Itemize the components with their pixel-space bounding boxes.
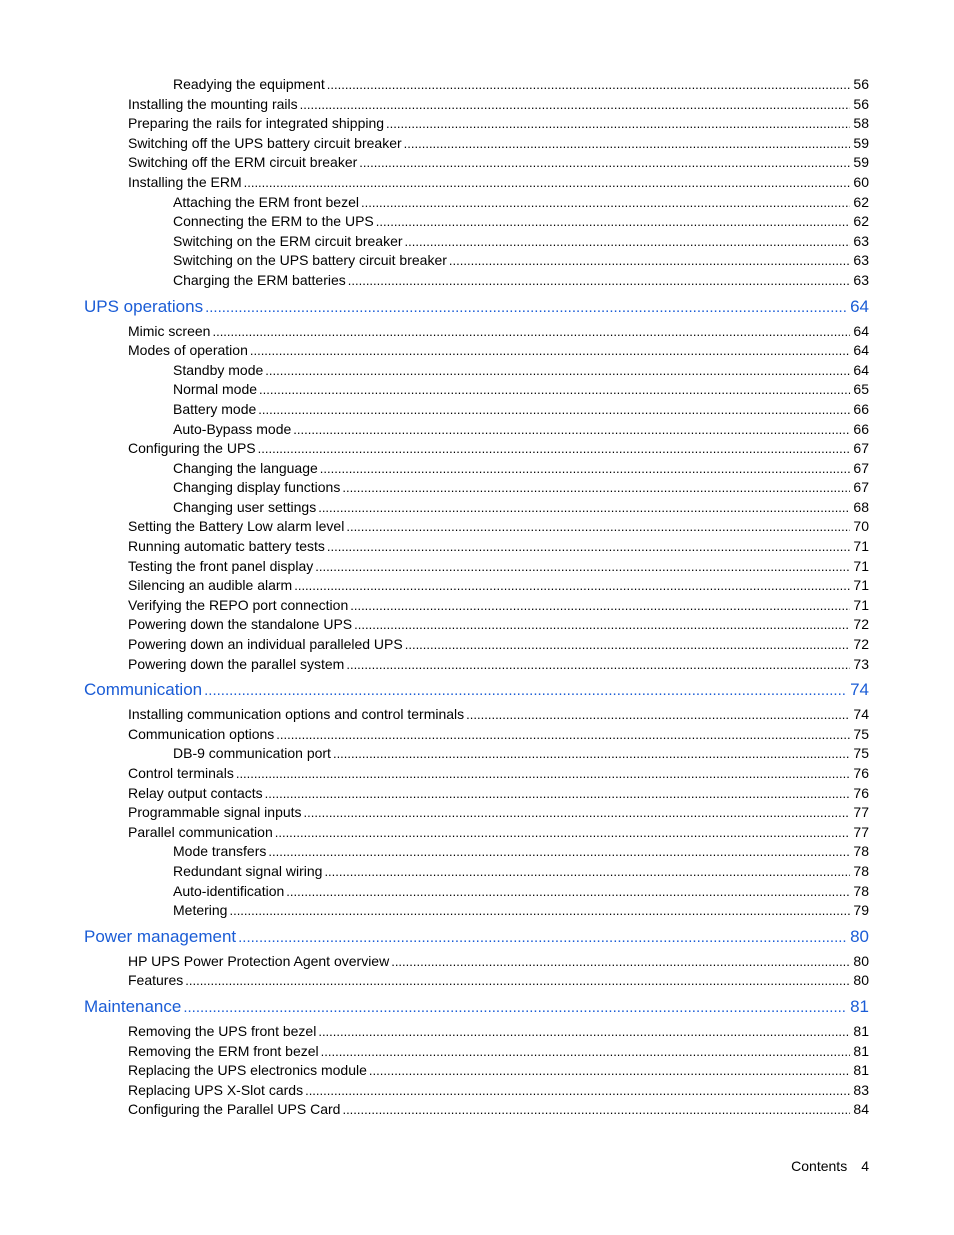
toc-entry-page-number: 72 [853, 616, 869, 633]
dot-leader [286, 882, 850, 902]
toc-entry-title: Changing the language [173, 459, 318, 476]
toc-entry-title: Power management [84, 926, 237, 946]
toc-entry-page-number: 81 [850, 996, 869, 1016]
toc-entry-title: Switching on the UPS battery circuit breaker [173, 252, 447, 269]
toc-entry-page-number: 73 [853, 655, 869, 672]
toc-entry[interactable] [84, 1100, 869, 1120]
toc-entry-title: Preparing the rails for integrated shipping [128, 115, 385, 132]
toc-entry[interactable] [84, 803, 869, 823]
toc-entry-title: Removing the ERM front bezel [128, 1042, 319, 1059]
toc-chapter-entry[interactable] [84, 991, 869, 1022]
toc-entry-title: UPS operations [84, 296, 204, 316]
dot-leader [359, 153, 850, 173]
toc-entry-page-number: 75 [853, 725, 869, 742]
toc-entry-title: Mode transfers [173, 843, 267, 860]
toc-entry[interactable] [84, 615, 869, 635]
toc-entry[interactable] [84, 557, 869, 577]
toc-entry[interactable] [84, 75, 869, 95]
toc-entry-page-number: 56 [853, 95, 869, 112]
toc-entry[interactable] [84, 1022, 869, 1042]
toc-entry-page-number: 63 [853, 252, 869, 269]
toc-entry-title: Charging the ERM batteries [173, 271, 346, 288]
toc-chapter-entry[interactable] [84, 291, 869, 322]
toc-entry-title: Standby mode [173, 361, 264, 378]
toc-entry[interactable] [84, 655, 869, 675]
dot-leader [300, 95, 851, 115]
toc-entry[interactable] [84, 725, 869, 745]
dot-leader [361, 193, 850, 213]
dot-leader [376, 212, 851, 232]
toc-entry-page-number: 80 [853, 972, 869, 989]
toc-entry[interactable] [84, 251, 869, 271]
toc-entry[interactable] [84, 705, 869, 725]
toc-entry-page-number: 84 [853, 1101, 869, 1118]
table-of-contents [84, 75, 869, 1120]
toc-entry[interactable] [84, 134, 869, 154]
dot-leader [276, 725, 850, 745]
dot-leader [320, 459, 851, 479]
toc-entry[interactable] [84, 232, 869, 252]
footer-section-label: Contents [791, 1158, 848, 1174]
toc-entry-page-number: 77 [853, 823, 869, 840]
toc-entry-title: Relay output contacts [128, 784, 263, 801]
dot-leader [229, 901, 850, 921]
toc-entry-title: Removing the UPS front bezel [128, 1022, 317, 1039]
toc-entry-title: Verifying the REPO port connection [128, 596, 349, 613]
dot-leader [205, 292, 847, 323]
toc-entry-title: Testing the front panel display [128, 557, 314, 574]
dot-leader [204, 675, 847, 706]
toc-entry-title: Normal mode [173, 381, 258, 398]
toc-entry-title: Changing user settings [173, 498, 317, 515]
toc-entry-page-number: 75 [853, 745, 869, 762]
toc-entry-title: Replacing UPS X-Slot cards [128, 1081, 304, 1098]
toc-entry-title: Configuring the Parallel UPS Card [128, 1101, 341, 1118]
dot-leader [350, 596, 850, 616]
dot-leader [386, 114, 850, 134]
toc-entry[interactable] [84, 764, 869, 784]
toc-entry-page-number: 80 [853, 952, 869, 969]
dot-leader [304, 803, 851, 823]
toc-entry-title: Metering [173, 902, 228, 919]
toc-entry-title: Features [128, 972, 184, 989]
dot-leader [238, 922, 847, 953]
toc-entry-page-number: 58 [853, 115, 869, 132]
toc-entry[interactable] [84, 478, 869, 498]
dot-leader [275, 823, 851, 843]
toc-entry-title: Switching on the ERM circuit breaker [173, 232, 403, 249]
toc-entry-title: Replacing the UPS electronics module [128, 1062, 367, 1079]
toc-entry-page-number: 65 [853, 381, 869, 398]
toc-entry-title: Mimic screen [128, 322, 211, 339]
dot-leader [250, 341, 851, 361]
toc-entry-title: Auto-Bypass mode [173, 420, 292, 437]
dot-leader [327, 537, 851, 557]
toc-entry-title: Communication options [128, 725, 275, 742]
toc-entry-page-number: 78 [853, 843, 869, 860]
toc-entry-page-number: 76 [853, 784, 869, 801]
toc-entry-page-number: 66 [853, 400, 869, 417]
toc-entry[interactable] [84, 862, 869, 882]
toc-entry-page-number: 62 [853, 213, 869, 230]
toc-entry[interactable] [84, 439, 869, 459]
dot-leader [244, 173, 851, 193]
dot-leader [346, 655, 850, 675]
toc-entry-page-number: 59 [853, 134, 869, 151]
dot-leader [268, 842, 850, 862]
toc-entry-title: Auto-identification [173, 882, 285, 899]
dot-leader [354, 615, 850, 635]
toc-entry-title: Powering down an individual paralleled UPS [128, 636, 403, 653]
toc-entry-page-number: 78 [853, 882, 869, 899]
dot-leader [258, 439, 851, 459]
toc-entry-title: Battery mode [173, 400, 257, 417]
toc-entry[interactable] [84, 1081, 869, 1101]
toc-entry[interactable] [84, 459, 869, 479]
dot-leader [369, 1061, 851, 1081]
toc-entry[interactable] [84, 95, 869, 115]
toc-entry-title: Readying the equipment [173, 76, 325, 92]
toc-entry-page-number: 64 [853, 322, 869, 339]
toc-entry-title: Installing the mounting rails [128, 95, 298, 112]
toc-entry-title: Powering down the standalone UPS [128, 616, 353, 633]
toc-entry[interactable] [84, 361, 869, 381]
toc-entry-page-number: 81 [853, 1042, 869, 1059]
toc-entry[interactable] [84, 1042, 869, 1062]
dot-leader [259, 380, 850, 400]
toc-entry-page-number: 64 [853, 342, 869, 359]
toc-entry[interactable] [84, 842, 869, 862]
toc-entry[interactable] [84, 212, 869, 232]
dot-leader [333, 744, 850, 764]
toc-entry[interactable] [84, 193, 869, 213]
page-footer [791, 1158, 869, 1174]
toc-entry-title: Powering down the parallel system [128, 655, 345, 672]
toc-entry-page-number: 74 [850, 680, 869, 700]
toc-chapter-entry[interactable] [84, 921, 869, 952]
toc-entry-page-number: 71 [853, 596, 869, 613]
dot-leader [265, 784, 851, 804]
toc-entry[interactable] [84, 322, 869, 342]
toc-entry[interactable] [84, 153, 869, 173]
dot-leader [346, 517, 850, 537]
toc-entry-page-number: 66 [853, 420, 869, 437]
toc-entry-page-number: 68 [853, 498, 869, 515]
toc-entry[interactable] [84, 823, 869, 843]
dot-leader [293, 420, 850, 440]
toc-entry-title: Installing the ERM [128, 173, 242, 190]
toc-entry-page-number: 81 [853, 1022, 869, 1039]
toc-entry-page-number: 71 [853, 557, 869, 574]
toc-entry[interactable] [84, 744, 869, 764]
dot-leader [391, 952, 850, 972]
toc-entry-page-number: 71 [853, 577, 869, 594]
toc-entry[interactable] [84, 576, 869, 596]
toc-entry[interactable] [84, 173, 869, 193]
dot-leader [318, 498, 850, 518]
dot-leader [342, 478, 850, 498]
dot-leader [185, 971, 850, 991]
dot-leader [294, 576, 850, 596]
toc-entry-page-number: 76 [853, 765, 869, 781]
dot-leader [258, 400, 850, 420]
dot-leader [466, 705, 850, 725]
toc-entry-page-number: 56 [853, 76, 869, 92]
toc-entry-title: Installing communication options and control terminals [128, 706, 465, 723]
toc-chapter-entry[interactable] [84, 674, 869, 705]
toc-entry-page-number: 59 [853, 154, 869, 171]
dot-leader [321, 1042, 851, 1062]
dot-leader [324, 862, 850, 882]
toc-entry-page-number: 67 [853, 459, 869, 476]
toc-entry-page-number: 74 [853, 706, 869, 723]
toc-entry-page-number: 67 [853, 440, 869, 457]
toc-entry-title: Silencing an audible alarm [128, 577, 293, 594]
toc-entry-title: Maintenance [84, 996, 182, 1016]
toc-entry[interactable] [84, 517, 869, 537]
toc-entry-page-number: 81 [853, 1062, 869, 1079]
toc-entry[interactable] [84, 901, 869, 921]
dot-leader [183, 992, 847, 1023]
toc-entry-page-number: 79 [853, 902, 869, 919]
toc-entry-title: Modes of operation [128, 342, 248, 359]
toc-entry-page-number: 77 [853, 804, 869, 821]
dot-leader [315, 557, 850, 577]
toc-entry-title: Control terminals [128, 765, 234, 781]
toc-entry[interactable] [84, 882, 869, 902]
toc-entry-page-number: 60 [853, 173, 869, 190]
toc-entry-title: Switching off the ERM circuit breaker [128, 154, 358, 171]
toc-entry-page-number: 67 [853, 479, 869, 496]
toc-entry-page-number: 78 [853, 862, 869, 879]
dot-leader [405, 635, 851, 655]
toc-entry-title: Changing display functions [173, 479, 341, 496]
toc-entry-title: DB-9 communication port [173, 745, 331, 762]
toc-entry[interactable] [84, 400, 869, 420]
toc-entry-page-number: 71 [853, 538, 869, 555]
toc-entry-page-number: 72 [853, 636, 869, 653]
toc-entry-title: Parallel communication [128, 823, 273, 840]
dot-leader [236, 764, 851, 784]
toc-entry-title: Redundant signal wiring [173, 862, 323, 879]
toc-entry-title: Attaching the ERM front bezel [173, 193, 359, 210]
toc-entry-page-number: 63 [853, 271, 869, 288]
toc-entry-title: Configuring the UPS [128, 440, 256, 457]
dot-leader [305, 1081, 850, 1101]
toc-entry[interactable] [84, 341, 869, 361]
toc-entry-page-number: 64 [850, 296, 869, 316]
toc-entry[interactable] [84, 420, 869, 440]
toc-entry[interactable] [84, 952, 869, 972]
toc-entry[interactable] [84, 596, 869, 616]
toc-entry-title: Switching off the UPS battery circuit breaker [128, 134, 402, 151]
toc-entry-page-number: 63 [853, 232, 869, 249]
dot-leader [348, 271, 851, 291]
toc-entry-title: Communication [84, 680, 203, 700]
dot-leader [405, 232, 851, 252]
toc-entry[interactable] [84, 635, 869, 655]
toc-entry[interactable] [84, 784, 869, 804]
dot-leader [265, 361, 850, 381]
dot-leader [212, 322, 850, 342]
dot-leader [342, 1100, 850, 1120]
toc-entry[interactable] [84, 380, 869, 400]
toc-entry-title: Connecting the ERM to the UPS [173, 213, 374, 230]
toc-entry[interactable] [84, 971, 869, 991]
toc-entry[interactable] [84, 114, 869, 134]
toc-entry[interactable] [84, 1061, 869, 1081]
toc-entry-page-number: 70 [853, 518, 869, 535]
toc-entry[interactable] [84, 498, 869, 518]
toc-entry-title: Programmable signal inputs [128, 804, 302, 821]
footer-page-number: 4 [861, 1158, 869, 1174]
dot-leader [327, 75, 851, 95]
toc-entry-page-number: 64 [853, 361, 869, 378]
toc-entry-page-number: 62 [853, 193, 869, 210]
toc-entry-page-number: 83 [853, 1081, 869, 1098]
dot-leader [404, 134, 851, 154]
dot-leader [449, 251, 851, 271]
toc-entry-title: Running automatic battery tests [128, 538, 325, 555]
toc-entry[interactable] [84, 271, 869, 291]
toc-entry-title: HP UPS Power Protection Agent overview [128, 952, 390, 969]
toc-entry[interactable] [84, 537, 869, 557]
toc-entry-page-number: 80 [850, 926, 869, 946]
dot-leader [318, 1022, 850, 1042]
toc-entry-title: Setting the Battery Low alarm level [128, 518, 345, 535]
